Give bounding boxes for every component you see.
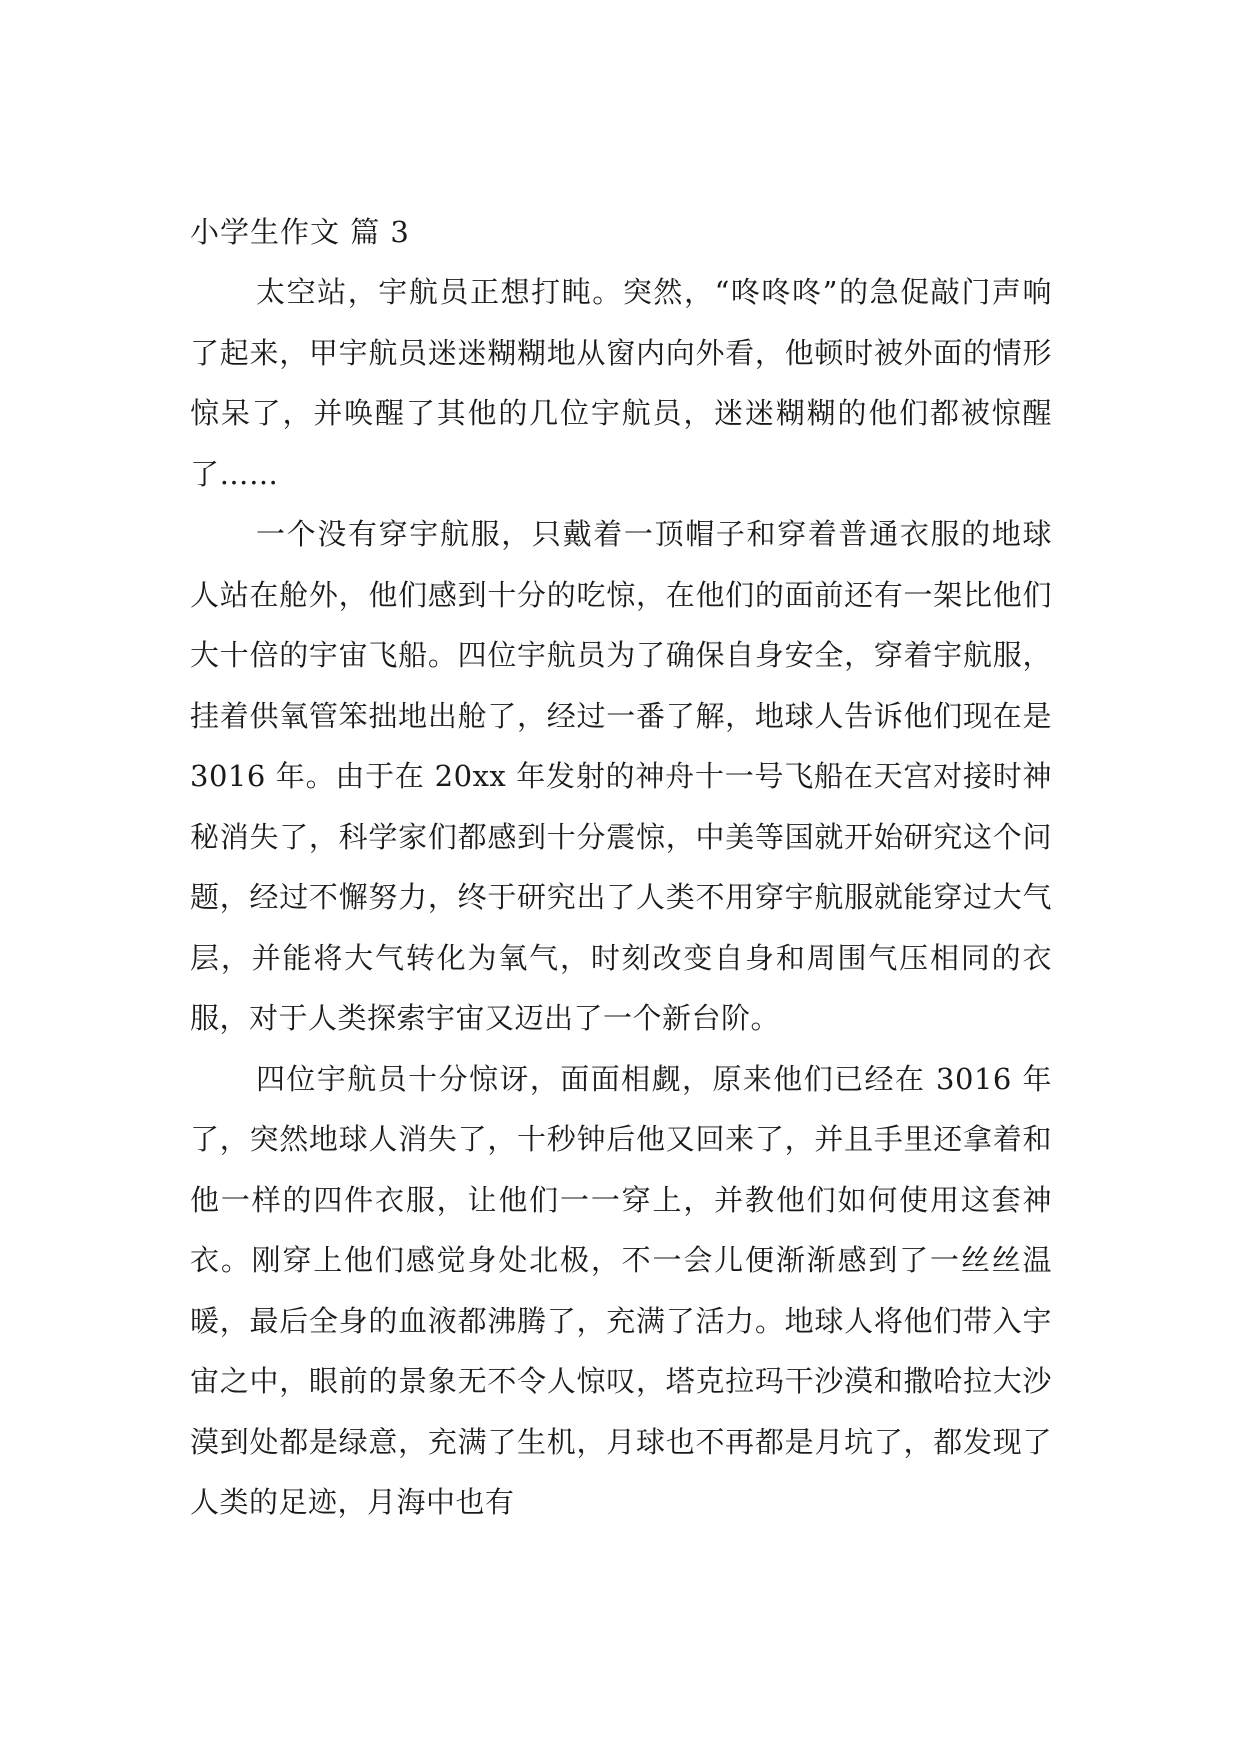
paragraph-3: 四位宇航员十分惊讶，面面相觑，原来他们已经在 3016 年了，突然地球人消失了，十秒钟后他又回来了，并且手里还拿着和他一样的四件衣服，让他们一一穿上，并教他们如何使用这套神衣。刚穿上他们感觉身处北极，不一会儿便渐渐感到了一丝丝温暖，最后全身的血液都沸腾了，充满了活力。地球人将他们带入宇宙之中，眼前的景象无不令人惊叹，塔克拉玛干沙漠和撒哈拉大沙漠到处都是绿意，充满了生机，月球也不再都是月坑了，都发现了人类的足迹，月海中也有 bbox=[190, 1061, 1052, 1519]
paragraph-1: 太空站，宇航员正想打盹。突然，“咚咚咚”的急促敲门声响了起来，甲宇航员迷迷糊糊地从窗内向外看，他顿时被外面的情形惊呆了，并唤醒了其他的几位宇航员，迷迷糊糊的他们都被惊醒了…… bbox=[190, 275, 1052, 491]
essay-heading: 小学生作文 篇 3 bbox=[190, 215, 410, 249]
essay-body bbox=[190, 262, 1052, 1533]
paragraph-2: 一个没有穿宇航服，只戴着一顶帽子和穿着普通衣服的地球人站在舱外，他们感到十分的吃惊，在他们的面前还有一架比他们大十倍的宇宙飞船。四位宇航员为了确保自身安全，穿着宇航服，挂着供氧管笨拙地出舱了，经过一番了解，地球人告诉他们现在是 3016 年。由于在 20xx 年发射的神舟十一号飞船在天宫对接时神秘消失了，科学家们都感到十分震惊，中美等国就开始研究这个问题，经过不懈努力，终于研究出了人类不用穿宇航服就能穿过大气层，并能将大气转化为氧气，时刻改变自身和周围气压相同的衣服，对于人类探索宇宙又迈出了一个新台阶。 bbox=[190, 517, 1052, 1035]
